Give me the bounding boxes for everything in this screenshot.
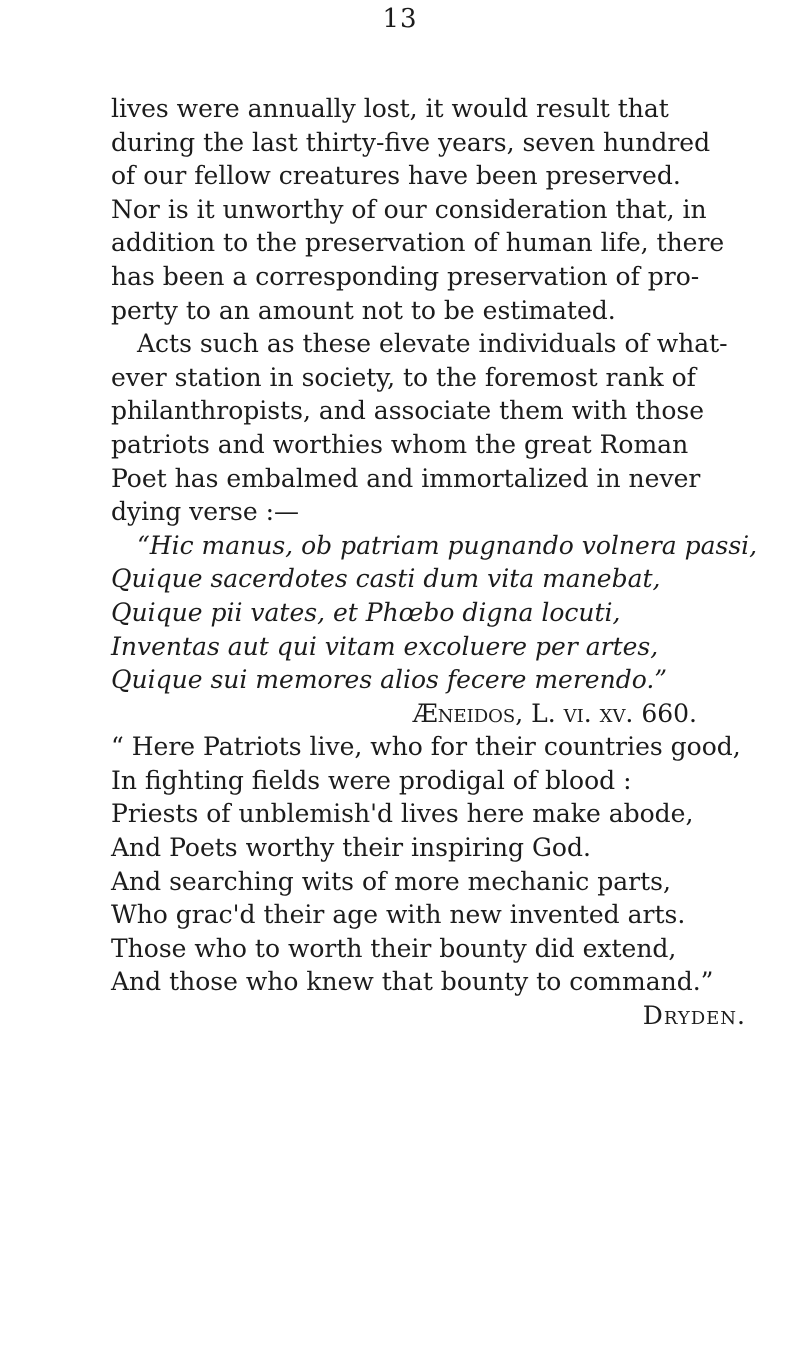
prose-line: perty to an amount not to be estimated. [111,295,616,325]
english-verse-line: Priests of unblemish'd lives here make abode, [111,799,694,829]
english-verse-line: “ Here Patriots live, who for their countries good, [111,732,741,762]
prose-line: patriots and worthies whom the great Roman [111,429,689,459]
prose-line: lives were annually lost, it would result that [111,94,669,123]
english-verse-line: And Poets worthy their inspiring God. [111,833,591,863]
english-verse-line: And searching wits of more mechanic parts, [111,866,671,896]
latin-verse-line: Quique pii vates, et Phœbo digna locuti, [111,597,621,627]
english-verse-line: And those who knew that bounty to command.” [111,967,714,997]
prose-line: ever station in society, to the foremost rank of [111,362,696,392]
prose-line: philanthropists, and associate them with those [111,396,705,426]
page-number: 13 [382,4,418,34]
prose-line: addition to the preservation of human life, there [111,228,725,258]
prose-line: dying verse :— [111,497,300,527]
english-verse-line: In fighting fields were prodigal of blood : [111,765,632,795]
prose-line: Nor is it unworthy of our consideration that, in [111,194,707,224]
latin-verse-line: Quique sacerdotes casti dum vita manebat, [111,564,661,594]
prose-line: Acts such as these elevate individuals of what- [137,329,728,359]
latin-citation: Æneidos, L. vi. xv. 660. [412,698,697,728]
english-verse-line: Who grac'd their age with new invented arts. [111,900,686,930]
prose-line: Poet has embalmed and immortalized in never [111,463,701,493]
prose-line: has been a corresponding preservation of pro- [111,261,700,291]
page-body [111,92,800,1033]
latin-verse-line: Inventas aut qui vitam excoluere per artes, [111,631,659,661]
latin-verse-line: “Hic manus, ob patriam pugnando volnera passi, [137,530,758,560]
prose-line: of our fellow creatures have been preserved. [111,161,681,191]
signature: Dryden. [642,1001,746,1031]
prose-line: during the last thirty-five years, seven hundred [111,127,711,157]
latin-verse-line: Quique sui memores alios fecere merendo.” [111,665,668,695]
english-verse-line: Those who to worth their bounty did extend, [111,933,677,963]
